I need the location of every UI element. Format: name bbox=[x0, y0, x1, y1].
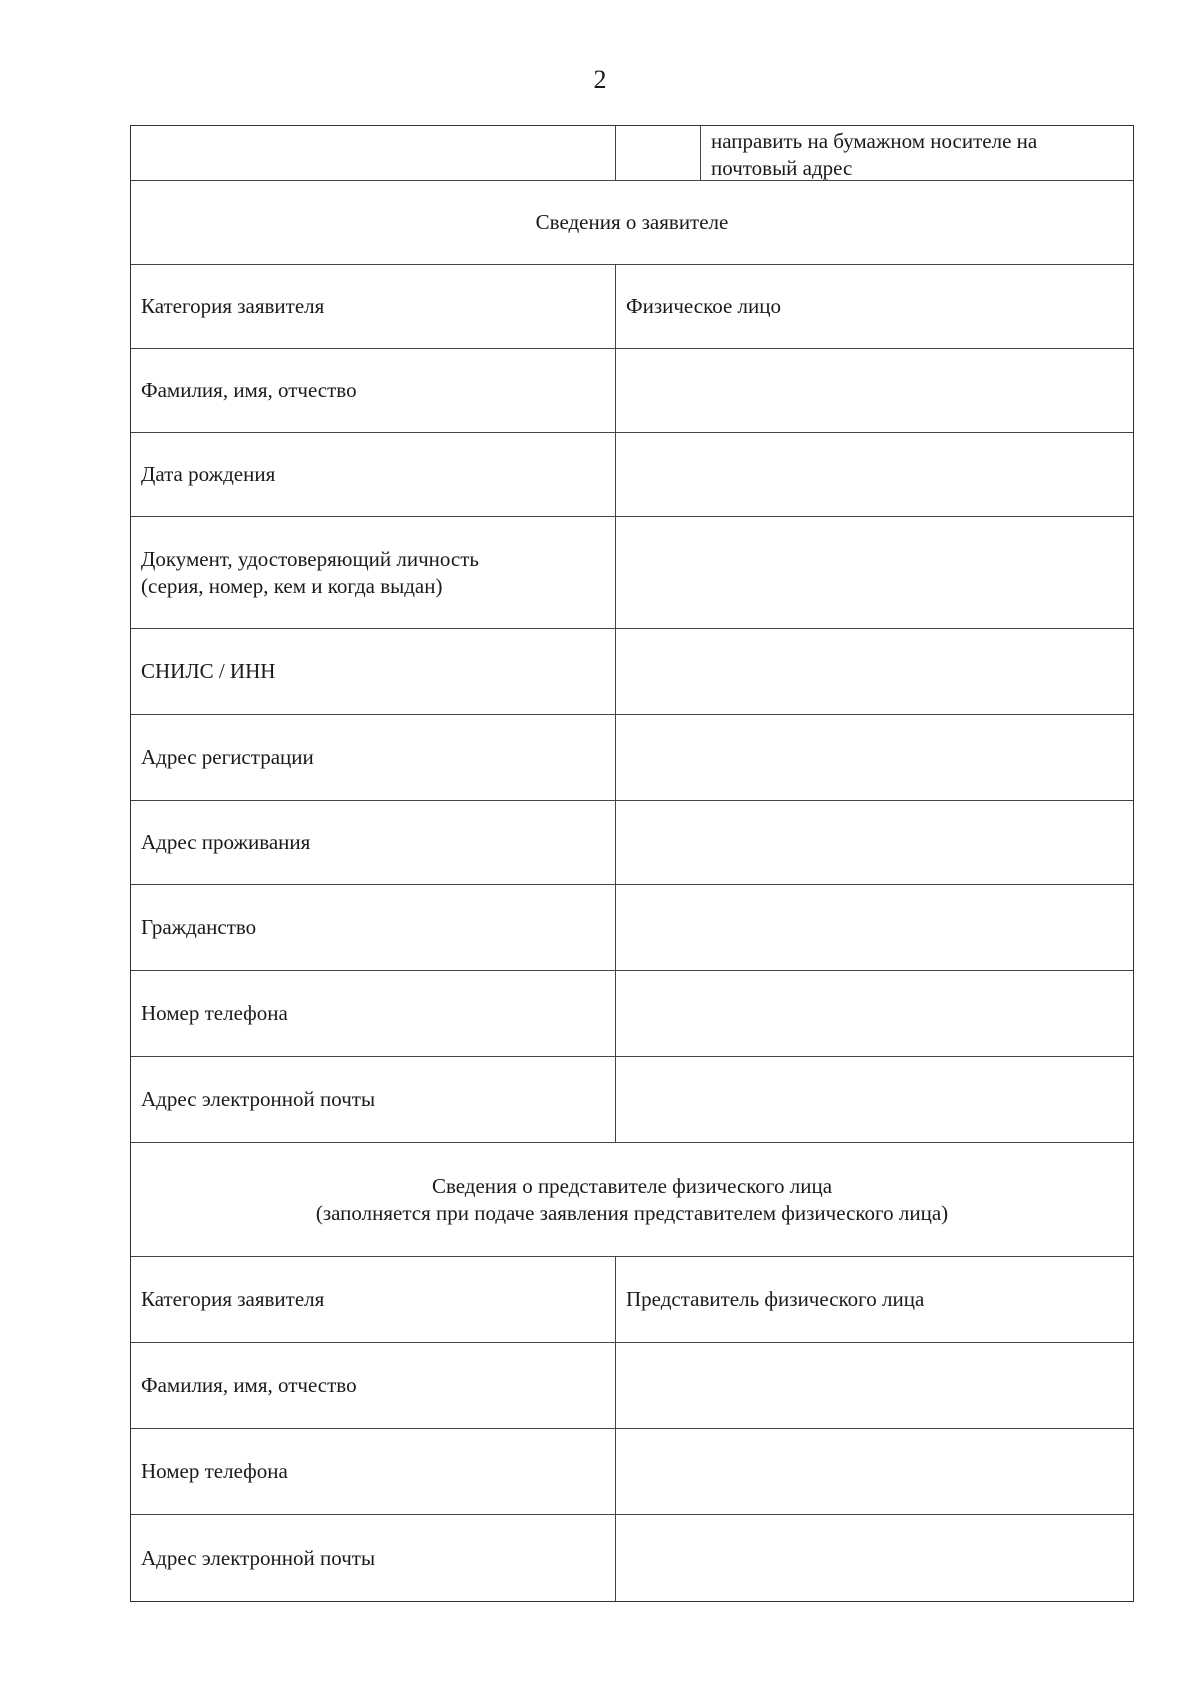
row-label: Категория заявителя bbox=[131, 1257, 616, 1342]
row-value[interactable] bbox=[616, 801, 1133, 884]
table-row bbox=[131, 433, 1133, 517]
row-label: Адрес проживания bbox=[131, 801, 616, 884]
table-row bbox=[131, 1429, 1133, 1515]
row-value[interactable] bbox=[616, 715, 1133, 800]
checkbox-cell[interactable] bbox=[616, 126, 701, 180]
row-value[interactable] bbox=[616, 971, 1133, 1056]
row-value[interactable]: Представитель физического лица bbox=[626, 1287, 925, 1311]
row-label: Категория заявителя bbox=[131, 265, 616, 348]
row-label: Адрес электронной почты bbox=[131, 1515, 616, 1601]
page-number: 2 bbox=[593, 65, 607, 94]
section-subtitle-line: (заполняется при подаче заявления представителем физического лица) bbox=[315, 1200, 949, 1225]
table-row bbox=[131, 801, 1133, 885]
representative-section-header bbox=[131, 1143, 1133, 1257]
delivery-option-row bbox=[131, 126, 1133, 181]
section-title bbox=[131, 1143, 1133, 1256]
row-label-line: (серия, номер, кем и когда выдан) bbox=[141, 573, 443, 598]
row-value[interactable] bbox=[616, 1057, 1133, 1142]
row-value[interactable] bbox=[616, 629, 1133, 714]
row-label: Адрес регистрации bbox=[131, 715, 616, 800]
row-value[interactable] bbox=[616, 885, 1133, 970]
row-value[interactable]: Физическое лицо bbox=[626, 294, 782, 318]
row-label bbox=[131, 517, 616, 628]
row-label: Фамилия, имя, отчество bbox=[131, 1343, 616, 1428]
delivery-option-line: почтовый адрес bbox=[711, 156, 853, 180]
table-row bbox=[131, 971, 1133, 1057]
row-value[interactable] bbox=[616, 433, 1133, 516]
delivery-option-line: направить на бумажном носителе на bbox=[711, 129, 1038, 153]
application-form-table bbox=[130, 125, 1134, 1602]
table-row bbox=[131, 349, 1133, 433]
table-row bbox=[131, 1057, 1133, 1143]
row-value[interactable] bbox=[616, 1343, 1133, 1428]
row-label: Фамилия, имя, отчество bbox=[131, 349, 616, 432]
table-row bbox=[131, 629, 1133, 715]
table-row bbox=[131, 1257, 1133, 1343]
table-row bbox=[131, 265, 1133, 349]
table-row bbox=[131, 1515, 1133, 1601]
table-row bbox=[131, 885, 1133, 971]
row-value[interactable] bbox=[616, 517, 1133, 628]
row-label-line: Документ, удостоверяющий личность bbox=[141, 546, 479, 571]
row-label: Номер телефона bbox=[131, 1429, 616, 1514]
row-label: Адрес электронной почты bbox=[131, 1057, 616, 1142]
applicant-section-header bbox=[131, 181, 1133, 265]
row-value[interactable] bbox=[616, 1515, 1133, 1601]
table-row bbox=[131, 517, 1133, 629]
section-title: Сведения о заявителе bbox=[535, 210, 729, 234]
table-row bbox=[131, 1343, 1133, 1429]
row-label: Дата рождения bbox=[131, 433, 616, 516]
delivery-option-text bbox=[701, 126, 1133, 180]
table-row bbox=[131, 715, 1133, 801]
row-value[interactable] bbox=[616, 1429, 1133, 1514]
empty-cell bbox=[131, 126, 616, 180]
section-title-line: Сведения о представителе физического лица bbox=[431, 1173, 833, 1198]
row-value[interactable] bbox=[616, 349, 1133, 432]
row-label: СНИЛС / ИНН bbox=[131, 629, 616, 714]
row-label: Гражданство bbox=[131, 885, 616, 970]
row-label: Номер телефона bbox=[131, 971, 616, 1056]
